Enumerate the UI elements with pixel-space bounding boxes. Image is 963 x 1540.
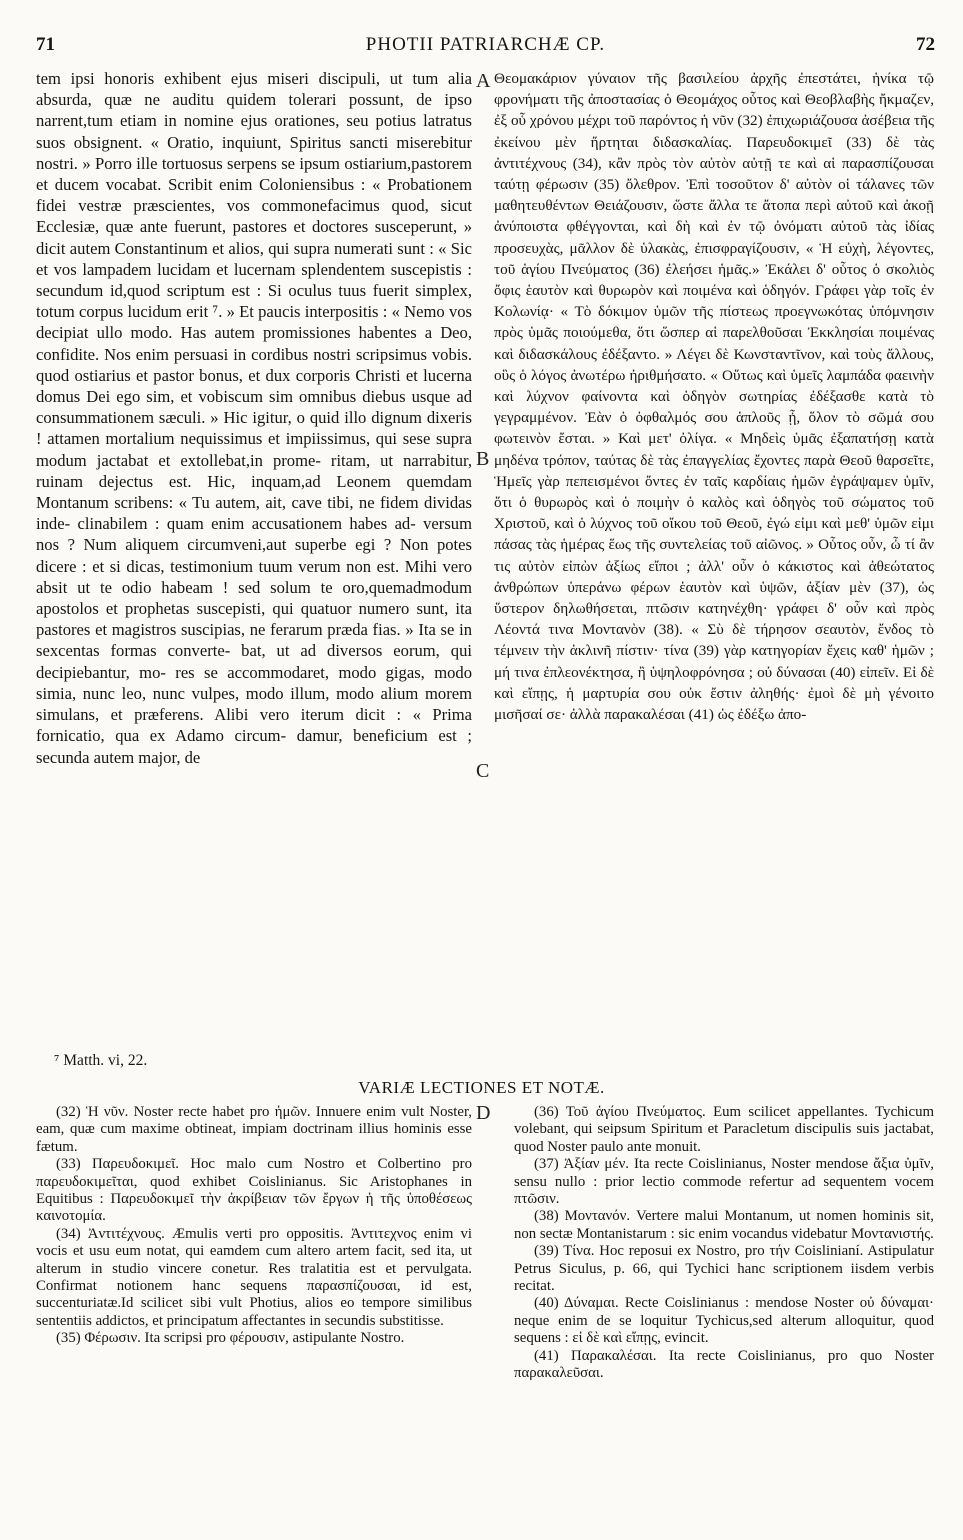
notes-heading: VARIÆ LECTIONES ET NOTÆ. bbox=[358, 1078, 605, 1097]
note-39: (39) Τίνα. Hoc reposui ex Nostro, pro τήν Coislinianí. Astipulatur Petrus Siculus, p. 66, qui Tychici hanc scriptionem iisdem verbis recitat. bbox=[514, 1243, 934, 1295]
latin-column bbox=[36, 68, 472, 768]
note-38: (38) Μοντανόν. Vertere malui Montanum, ut nomen hominis sit, non sectæ Montanistarum : sic enim vocandus videbatur Μοντανιστής. bbox=[514, 1208, 934, 1242]
margin-letter-b: B bbox=[476, 448, 490, 470]
page-header bbox=[36, 34, 935, 64]
running-title: PHOTII PATRIARCHÆ CP. bbox=[365, 34, 606, 55]
note-40: (40) Δύναμαι. Recte Coislinianus : mendose Noster οὐ δύναμαι· neque enim de se loquitur Tychicus,sed alterum alloquitur, quod sequens : εἰ δὲ καὶ εἴπῃς, evincit. bbox=[514, 1295, 934, 1347]
margin-letter-a: A bbox=[476, 70, 491, 92]
note-33: (33) Παρευδοκιμεῖ. Hoc malo cum Nostro et Colbertino pro παρευδοκιμεῖται, quod exhibet Coislinianus. Sic Aristophanes in Equitibus : Παρευδοκιμεῖ τὴν ἀκρίβειαν τῶν ἔργων ἡ τῆς ὑποθέσεως καινοτομία. bbox=[36, 1156, 472, 1225]
greek-text: Θεομακάριον γύναιον τῆς βασιλείου ἀρχῆς ἐπεστάτει, ἡνίκα τῷ φρονήματι τῆς ἀποστασίας ὁ Θεομάχος οὗτος καὶ Θεοβλαβὴς ἤκμαζεν, ἐξ οὗ χρόνου μέχρι τοῦ παρόντος ἡ νῦν (32) ἐπιχωριάζουσα ἀσέβεια τῆς ἐκείνου μὲν ἤρτηται διδασκαλίας. Παρευδοκιμεῖ (33) δὲ τὰς ἀντιτέχνους (34), κἂν πρὸς τὸν αὐτὸν αὐτῇ τε καὶ αἱ παρασπίζουσαι ταύτῃ φέρωσιν (35) ὄλεθρον. Ἐπὶ τοσοῦτον δ' αὐτὸν οἱ τάλανες τῶν μαθητευθέντων Θειάζουσιν, ὥστε ἄλλα τε ἄτοπα περὶ αὐτοῦ καὶ ἀκοῇ ἀνύποιστα φθέγγονται, καὶ δὴ καὶ ἐν τῷ ὀνόματι αὐτοῦ τὰς ἰδίας προσευχὰς, μᾶλλον δὲ ὑλακὰς, ἐπισφραγίζουσιν, « Ἡ εὐχὴ, λέγοντες, τοῦ ἁγίου Πνεύματος (36) ἐλεήσει ἡμᾶς.» Ἐκάλει δ' οὗτος ὁ σκολιὸς ὄφις ἑαυτὸν καὶ θυρωρὸν καὶ ποιμένα καὶ ὁδηγόν. Γράφει γὰρ τοῖς ἐν Κολωνίᾳ· « Τὸ δόκιμον ὑμῶν τῆς πίστεως προεγνωκότας ὑπόμνησιν πρὸς ὑμᾶς ποιούμεθα, ὅτι ὥσπερ αἱ παρελθοῦσαι Ἐκκλησίαι ποιμένας καὶ διδασκάλους ἐδέξαντο. » Λέγει δὲ Κωνσταντῖνον, καὶ τοὺς ἄλλους, οὓς ὁ λόγος ἀνωτέρω ἠριθμήσατο. « Οὕτως καὶ ὑμεῖς λαμπάδα φαεινὴν καὶ λύχνον φαίνοντα καὶ ὁδηγὸν σωτηρίας ἐδέξασθε κατὰ τὸ γεγραμμένον. Ἐὰν ὁ ὀφθαλμός σου ἁπλοῦς ᾖ, ὅλον τὸ σῶμά σου φωτεινὸν ἔσται. » Καὶ μετ' ὀλίγα. « Μηδεὶς ὑμᾶς ἐξαπατήσῃ κατὰ μηδένα τρόπον, ταύτας δὲ τὰς ἐπαγγελίας ἔχοντες παρὰ Θεοῦ θαρσεῖτε, Ἡμεῖς γὰρ πεπεισμένοι ὄντες ἐν ταῖς καρδίαις ἡμῶν ἐγράψαμεν ὑμῖν, ὅτι ὁ θυρωρὸς καὶ ὁ ποιμὴν ὁ καλὸς καὶ ὁδηγὸς τοῦ σώματος τοῦ Χριστοῦ, καὶ ὁ λύχνος τοῦ οἴκου τοῦ Θεοῦ, ἐγώ εἰμι καὶ μεθ' ὑμῶν εἰμι πάσας τὰς ἡμέρας ἕως τῆς συντελείας τοῦ αἰῶνος. » Οὗτος οὖν, ὦ τί ἂν τις αὐτὸν εἰπὼν ἀξίως εἴποι ; ἀλλ' οὖν ὁ κάκιστος καὶ ἀθεώτατος ἀνθρώπων ὑπεράνω φέρων ἑαυτὸν καὶ ὑψῶν, ἀξίαν μὲν (37), ὡς ὕστερον δηλωθήσεται, πτῶσιν κατηνέχθη· γράφει δ' οὖν καὶ πρὸς Λέοντά τινα Μοντανὸν (38). « Σὺ δὲ τήρησον σεαυτὸν, ἔνδος τὸ τέμνειν τὴν ἀκλινῆ πίστιν· τίνα (39) γὰρ κατηγορίαν ἔχεις καθ' ἡμῶν ; μή τινα ἐπλεονέκτησα, ἢ ὑψηλοφρόνησα ; οὐ δύνασαι (40) εἰπεῖν. Εἰ δὲ καὶ εἴπῃς, ἡ μαρτυρία σου οὐκ ἔστιν ἀληθής· ἐμοὶ δὲ μὴ γένοιτο μισῆσαί σε· ἀλλὰ παρακαλέσαι (41) ὡς ἐδέξω ἀπο- bbox=[494, 70, 934, 724]
right-page-number: 72 bbox=[916, 34, 935, 55]
footnote: ⁷ Matth. vi, 22. bbox=[54, 1052, 148, 1069]
note-34: (34) Ἀντιτέχνους. Æmulis verti pro oppositis. Ἀντιτεχνος enim vi vocis et usu eum notat, qui eamdem cum altero artem facit, sed ita, ut alterum in studio vincere conetur. Res tralatitia est et pervulgata. Confirmat notionem hanc sequens παρασπίζουσαι, id est, succenturiatæ.Id scilicet sibi vult Photius, alios eo tempore similibus sententiis addictos, et principatum affectantes in secundis substitisse. bbox=[36, 1225, 472, 1329]
note-32: (32) Ἡ νῦν. Noster recte habet pro ἡμῶν. Innuere enim vult Noster, eam, quæ cum maxime obtineat, impiam doctrinam illius hominis esse fætum. bbox=[36, 1104, 472, 1155]
note-37: (37) Ἀξίαν μέν. Ita recte Coislinianus, Noster mendose ἄξια ὑμῖν, sensu nullo : prior lectio commode refertur ad sequentem vocem πτῶσιν. bbox=[514, 1156, 934, 1208]
latin-text: tem ipsi honoris exhibent ejus miseri discipuli, ut tum alia absurda, quæ ne auditu quidem tolerari possunt, de ipso narrent,tum etiam in nomine ejus orationes, seu potius latratus suos obsignent. « Oratio, inquiunt, Spiritus sancti miserebitur nostri. » Porro ille tortuosus serpens se ipsum ostiarium,pastorem et ducem vocabat. Scribit enim Coloniensibus : « Probationem fidei vestræ præscientes, vos commonefacimus quod, sicut Ecclesiæ, quæ ante fuerunt, pastores et doctores susceperunt, » dicit autem Constantinum et alios, qui supra numerati sunt : « Sic et vos lampadem lucidam et lucernam splendentem suscepistis : secundum id,quod scriptum est : Si oculus tuus fuerit simplex, totum corpus lucidum erit ⁷. » Et paucis interpositis : « Nemo vos decipiat ullo modo. Has autem promissiones habentes a Deo, confidite. Nos enim persuasi in cordibus nostri scripsimus vobis. quod ostiarius et pastor bonus, et dux corporis Christi et lucerna domus Dei ego sim, et vobiscum sim omnibus diebus usque ad consummationem sæculi. » Hic igitur, o quid illo dignum dixeris ! attamen mortalium nequissimus et impiissimus, qui sese supra modum jactabat et extollebat,in prome- ritam, ut narrabitur, ruinam dejectus est. Hic, inquam,ad Leonem quemdam Montanum scribens: « Tu autem, ait, cave tibi, ne fidem dividas inde- clinabilem : quam enim accusationem habes ad- versum nos ? Num aliquem circumveni,aut superbe egi ? Non potes dicere : et si dicas, testimonium tuum verum non est. Mihi vero absit ut te odio habeam ! sed solum te oro,quemadmodum apostolos et prophetas suscepisti, qui quatuor numero sunt, ita pastores et magistros suscipias, ne ferarum præda fias. » Ita se in sexcentas formas converte- bat, ut ad diversos eorum, qui decipiebantur, mo- res se accommodaret, modo gigas, modo simia, nunc leo, nunc vulpes, modo illum, modo alium morem simulans, et præferens. Alibi vero iterum dicit : « Prima fornicatio, qua ex Adamo circum- damur, beneficium est ; secunda autem major, de bbox=[36, 69, 472, 767]
margin-letter-c: C bbox=[476, 760, 490, 782]
note-41: (41) Παρακαλέσαι. Ita recte Coislinianus, pro quo Noster παρακαλεῦσαι. bbox=[514, 1347, 934, 1382]
left-page-number: 71 bbox=[36, 34, 55, 55]
notes-right-column bbox=[514, 1104, 934, 1383]
margin-letter-d: D bbox=[476, 1102, 491, 1124]
greek-column bbox=[494, 68, 934, 725]
note-35: (35) Φέρωσιν. Ita scripsi pro φέρουσιν, astipulante Nostro. bbox=[56, 1330, 405, 1347]
note-36: (36) Τοῦ ἁγίου Πνεύματος. Eum scilicet appellantes. Tychicum volebant, qui seipsum Spiritum et Paracletum discipulis suis jactabat, quod Noster paulo ante monuit. bbox=[514, 1104, 934, 1155]
notes-left-column bbox=[36, 1104, 472, 1348]
